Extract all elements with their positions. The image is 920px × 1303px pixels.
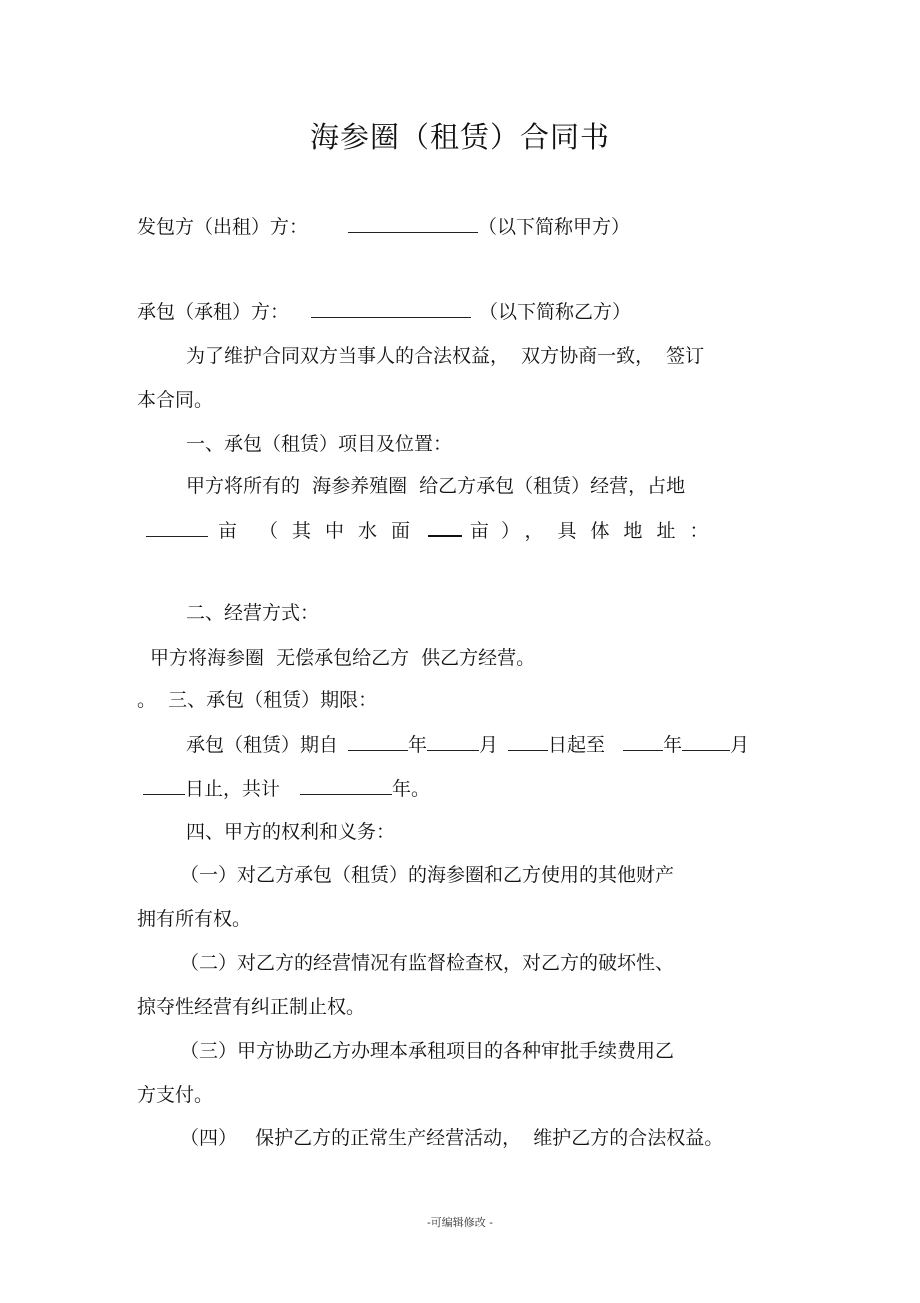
- party-a-label: 发包方（出租）方：: [137, 216, 309, 238]
- start-day-blank[interactable]: [508, 732, 548, 751]
- section-1-heading: 一、承包（租赁）项目及位置：: [186, 433, 453, 455]
- party-b-blank[interactable]: [311, 299, 471, 318]
- party-b-line: [137, 299, 631, 324]
- end-year-unit: 年: [663, 734, 683, 756]
- page-footer: -可编辑修改 -: [427, 1216, 493, 1229]
- section-3-line-1: [186, 732, 749, 757]
- section-3-heading: 。 三、承包（租赁）期限：: [137, 689, 378, 711]
- section-1-line-2: [146, 517, 723, 543]
- start-day-unit: 日起至: [548, 734, 606, 756]
- water-area-label: （其中水面: [259, 520, 425, 542]
- section-4-item-4-line-1: （四） 保护乙方的正常生产经营活动， 维护乙方的合法权益。: [180, 1127, 724, 1149]
- section-2-heading: 二、经营方式：: [186, 602, 320, 624]
- party-a-line: [137, 214, 630, 239]
- term-prefix: 承包（租赁）期自: [186, 734, 339, 756]
- total-years-blank[interactable]: [300, 776, 392, 795]
- section-4-item-3-line-2: 方支付。: [137, 1084, 214, 1106]
- section-4-item-1-line-2: 拥有所有权。: [137, 908, 252, 930]
- address-label: ），具体地址：: [501, 520, 723, 542]
- intro-line-2: 本合同。: [137, 389, 214, 411]
- party-a-suffix: （以下简称甲方）: [478, 216, 631, 238]
- party-b-suffix: （以下简称乙方）: [479, 301, 632, 323]
- end-day-unit: 日止，共计: [185, 778, 281, 800]
- document-title: 海参圈（租赁）合同书: [309, 120, 610, 154]
- start-month-blank[interactable]: [427, 732, 479, 751]
- party-b-label: 承包（承租）方：: [137, 301, 290, 323]
- start-year-unit: 年: [408, 734, 428, 756]
- area-blank[interactable]: [146, 518, 208, 537]
- intro-line-1: 为了维护合同双方当事人的合法权益， 双方协商一致， 签订: [186, 345, 705, 367]
- end-month-blank[interactable]: [682, 732, 730, 751]
- total-years-unit: 年。: [392, 778, 431, 800]
- section-4-item-2-line-1: （二）对乙方的经营情况有监督检查权，对乙方的破坏性、: [180, 952, 675, 974]
- section-4-item-3-line-1: （三）甲方协助乙方办理本承租项目的各种审批手续费用乙: [180, 1040, 675, 1062]
- section-4-item-1-line-1: （一）对乙方承包（租赁）的海参圈和乙方使用的其他财产: [180, 864, 675, 886]
- section-1-line-1: 甲方将所有的 海参养殖圈 给乙方承包（租赁）经营，占地: [186, 475, 686, 497]
- section-4-heading: 四、甲方的权利和义务：: [186, 821, 396, 843]
- water-area-blank[interactable]: [428, 517, 462, 537]
- start-month-unit: 月: [479, 734, 499, 756]
- end-month-unit: 月: [730, 734, 750, 756]
- section-3-line-2: [143, 776, 430, 801]
- mu-unit-2: 亩: [470, 520, 490, 542]
- section-4-item-2-line-2: 掠夺性经营有纠正制止权。: [137, 996, 366, 1018]
- mu-unit-1: 亩: [218, 520, 238, 542]
- start-year-blank[interactable]: [348, 732, 408, 751]
- end-year-blank[interactable]: [623, 732, 663, 751]
- section-2-line-1: 甲方将海参圈 无偿承包给乙方 供乙方经营。: [150, 647, 536, 669]
- party-a-blank[interactable]: [348, 214, 478, 233]
- end-day-blank[interactable]: [143, 776, 185, 795]
